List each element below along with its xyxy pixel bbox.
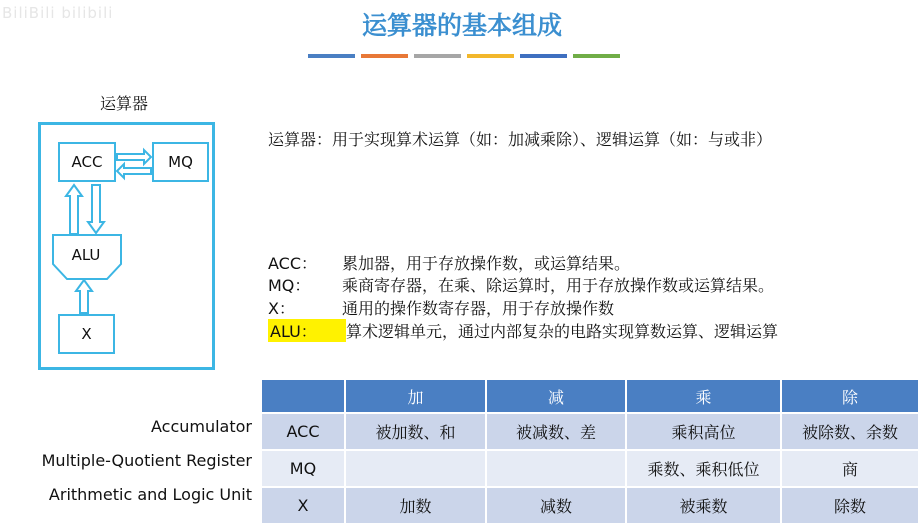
row-label-mq: Multiple-Quotient Register xyxy=(41,451,252,470)
arrow-mq-to-acc xyxy=(117,164,151,178)
table-cell: 被除数、余数 xyxy=(781,413,919,450)
legend-term: ACC： xyxy=(268,254,318,273)
table-header-row xyxy=(262,380,919,413)
color-bar-4 xyxy=(467,54,514,58)
slide-title: 运算器的基本组成 xyxy=(361,11,562,40)
color-bar-2 xyxy=(361,54,408,58)
table-cell: 减数 xyxy=(486,487,626,523)
color-bar-strip xyxy=(308,54,620,58)
table-header-cell: 乘 xyxy=(626,380,781,413)
arrow-acc-to-mq xyxy=(117,150,151,164)
table-row xyxy=(262,450,919,487)
table-cell: 乘数、乘积低位 xyxy=(626,450,781,487)
table-header-cell: 加 xyxy=(345,380,486,413)
row-label-alu: Arithmetic and Logic Unit xyxy=(48,485,252,504)
table-cell: 被乘数 xyxy=(626,487,781,523)
table-header-cell: 减 xyxy=(486,380,626,413)
row-label-accumulator: Accumulator xyxy=(150,417,252,436)
table-cell: 除数 xyxy=(781,487,919,523)
arrow-acc-to-alu xyxy=(88,185,104,233)
legend-item-mq xyxy=(268,273,774,296)
color-bar-5 xyxy=(520,54,567,58)
legend-item-alu xyxy=(268,319,778,342)
table-row xyxy=(262,413,919,450)
table-row xyxy=(262,487,919,523)
color-bar-6 xyxy=(573,54,620,58)
register-x: X xyxy=(58,314,115,354)
legend-desc: 乘商寄存器，在乘、除运算时，用于存放操作数或运算结果。 xyxy=(342,276,775,295)
table-cell: 商 xyxy=(781,450,919,487)
table-cell: 加数 xyxy=(345,487,486,523)
table-cell: 被减数、差 xyxy=(486,413,626,450)
color-bar-1 xyxy=(308,54,355,58)
legend-term: X： xyxy=(268,299,295,318)
register-mq: MQ xyxy=(152,142,209,182)
watermark: BiliBili bilibili xyxy=(2,4,114,22)
table-cell: ACC xyxy=(262,413,345,450)
legend-desc: 累加器，用于存放操作数，或运算结果。 xyxy=(342,254,631,273)
legend-term-highlighted: ALU： xyxy=(268,319,346,342)
table-header-cell: 除 xyxy=(781,380,919,413)
arrow-x-to-alu xyxy=(76,280,92,313)
register-usage-table xyxy=(262,380,920,523)
table-cell xyxy=(345,450,486,487)
table-cell xyxy=(486,450,626,487)
data-flow-arrows xyxy=(0,0,260,380)
alu-definition: 运算器：用于实现算术运算（如：加减乘除）、逻辑运算（如：与或非） xyxy=(268,130,773,149)
register-acc: ACC xyxy=(58,142,116,182)
table-header-cell xyxy=(262,380,345,413)
legend-item-acc xyxy=(268,251,630,274)
table-cell: 乘积高位 xyxy=(626,413,781,450)
legend-item-x xyxy=(268,296,614,319)
legend-term: MQ： xyxy=(268,276,311,295)
arrow-alu-to-acc xyxy=(66,185,82,234)
table-cell: 被加数、和 xyxy=(345,413,486,450)
alu-label: ALU xyxy=(71,246,101,264)
table-cell: X xyxy=(262,487,345,523)
legend-desc: 算术逻辑单元，通过内部复杂的电路实现算数运算、逻辑运算 xyxy=(346,322,779,341)
legend-desc: 通用的操作数寄存器，用于存放操作数 xyxy=(342,299,615,318)
table-cell: MQ xyxy=(262,450,345,487)
color-bar-3 xyxy=(414,54,461,58)
diagram-label: 运算器 xyxy=(100,94,149,113)
